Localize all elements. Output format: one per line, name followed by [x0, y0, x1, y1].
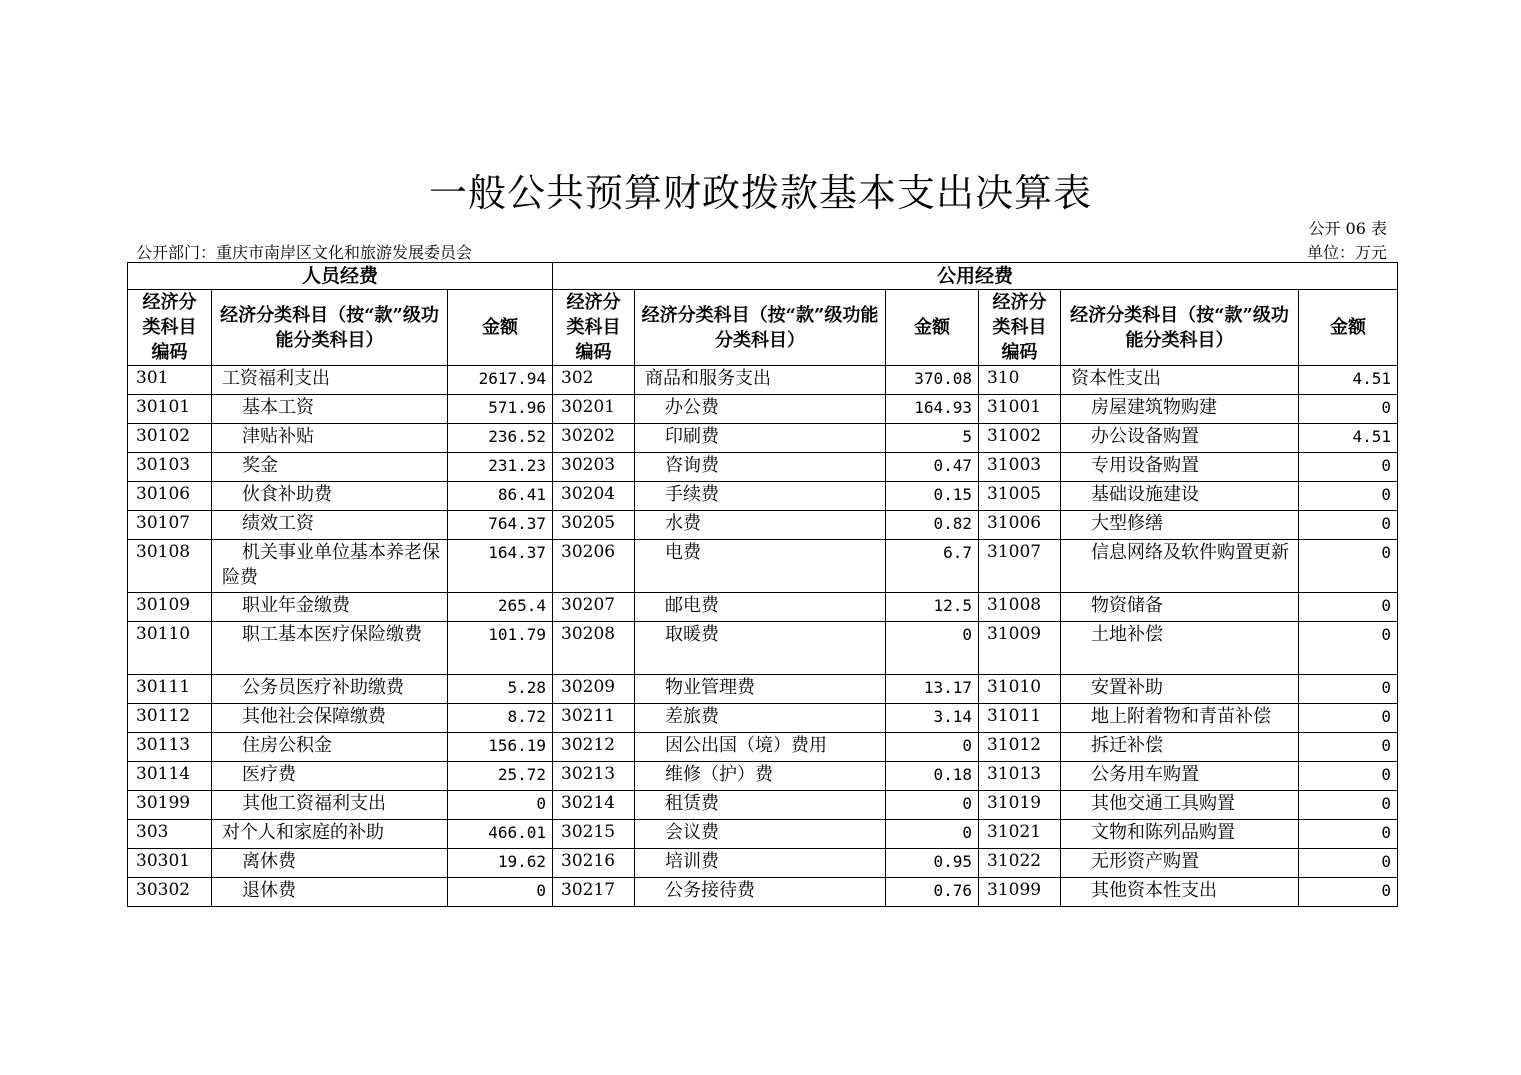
- code-cell: 30109: [128, 593, 212, 622]
- amount-cell: 0: [1299, 453, 1398, 482]
- code-cell: 31005: [979, 482, 1061, 511]
- department-label: 公开部门：重庆市南岸区文化和旅游发展委员会: [136, 243, 473, 262]
- amount-cell: 13.17: [886, 675, 979, 704]
- amount-cell: 0: [448, 878, 553, 907]
- col-header-name: 经济分类科目（按“款”级功能分类科目）: [1061, 290, 1299, 366]
- col-header-name: 经济分类科目（按“款”级功能分类科目）: [635, 290, 886, 366]
- amount-cell: 0: [1299, 511, 1398, 540]
- item-name-cell: 奖金: [212, 453, 448, 482]
- table-row: [128, 704, 1398, 733]
- amount-cell: 164.37: [448, 540, 553, 593]
- amount-cell: 0: [886, 820, 979, 849]
- amount-cell: 164.93: [886, 395, 979, 424]
- amount-cell: 86.41: [448, 482, 553, 511]
- amount-cell: 25.72: [448, 762, 553, 791]
- item-name-cell: 电费: [635, 540, 886, 593]
- item-name-cell: 地上附着物和青苗补偿: [1061, 704, 1299, 733]
- code-cell: 30101: [128, 395, 212, 424]
- amount-cell: 0: [1299, 849, 1398, 878]
- amount-cell: 0: [886, 733, 979, 762]
- table-row: [128, 791, 1398, 820]
- table-row: [128, 482, 1398, 511]
- code-cell: 30208: [553, 622, 635, 675]
- group-header-personnel: 人员经费: [128, 263, 553, 290]
- code-cell: 31013: [979, 762, 1061, 791]
- item-name-cell: 租赁费: [635, 791, 886, 820]
- amount-cell: 0: [886, 791, 979, 820]
- table-row: [128, 453, 1398, 482]
- code-cell: 31022: [979, 849, 1061, 878]
- item-name-cell: 伙食补助费: [212, 482, 448, 511]
- code-cell: 31007: [979, 540, 1061, 593]
- amount-cell: 4.51: [1299, 366, 1398, 395]
- code-cell: 30107: [128, 511, 212, 540]
- item-name-cell: 咨询费: [635, 453, 886, 482]
- amount-cell: 6.7: [886, 540, 979, 593]
- amount-cell: 12.5: [886, 593, 979, 622]
- amount-cell: 0: [1299, 593, 1398, 622]
- item-name-cell: 土地补偿: [1061, 622, 1299, 675]
- code-cell: 30302: [128, 878, 212, 907]
- item-name-cell: 大型修缮: [1061, 511, 1299, 540]
- amount-cell: 5.28: [448, 675, 553, 704]
- item-name-cell: 培训费: [635, 849, 886, 878]
- col-header-amount: 金额: [1299, 290, 1398, 366]
- code-cell: 30112: [128, 704, 212, 733]
- item-name-cell: 退休费: [212, 878, 448, 907]
- col-header-amount: 金额: [886, 290, 979, 366]
- unit-label: 单位：万元: [1306, 243, 1387, 262]
- item-name-cell: 基础设施建设: [1061, 482, 1299, 511]
- col-header-code: 经济分类科目编码: [979, 290, 1061, 366]
- item-name-cell: 信息网络及软件购置更新: [1061, 540, 1299, 593]
- amount-cell: 0: [1299, 482, 1398, 511]
- code-cell: 301: [128, 366, 212, 395]
- item-name-cell: 水费: [635, 511, 886, 540]
- item-name-cell: 取暖费: [635, 622, 886, 675]
- table-row: [128, 849, 1398, 878]
- table-row: [128, 593, 1398, 622]
- code-cell: 31019: [979, 791, 1061, 820]
- amount-cell: 0: [1299, 540, 1398, 593]
- item-name-cell: 手续费: [635, 482, 886, 511]
- item-name-cell: 差旅费: [635, 704, 886, 733]
- code-cell: 30103: [128, 453, 212, 482]
- table-row: [128, 733, 1398, 762]
- code-cell: 303: [128, 820, 212, 849]
- table-row: [128, 540, 1398, 593]
- item-name-cell: 会议费: [635, 820, 886, 849]
- item-name-cell: 其他工资福利支出: [212, 791, 448, 820]
- amount-cell: 236.52: [448, 424, 553, 453]
- amount-cell: 156.19: [448, 733, 553, 762]
- amount-cell: 5: [886, 424, 979, 453]
- amount-cell: 265.4: [448, 593, 553, 622]
- item-name-cell: 其他社会保障缴费: [212, 704, 448, 733]
- code-cell: 30209: [553, 675, 635, 704]
- code-cell: 30217: [553, 878, 635, 907]
- item-name-cell: 办公费: [635, 395, 886, 424]
- amount-cell: 0: [448, 791, 553, 820]
- amount-cell: 0: [1299, 704, 1398, 733]
- item-name-cell: 公务接待费: [635, 878, 886, 907]
- amount-cell: 19.62: [448, 849, 553, 878]
- code-cell: 30113: [128, 733, 212, 762]
- item-name-cell: 其他资本性支出: [1061, 878, 1299, 907]
- item-name-cell: 房屋建筑物购建: [1061, 395, 1299, 424]
- amount-cell: 8.72: [448, 704, 553, 733]
- amount-cell: 0: [1299, 820, 1398, 849]
- table-row: [128, 820, 1398, 849]
- item-name-cell: 因公出国（境）费用: [635, 733, 886, 762]
- code-cell: 30204: [553, 482, 635, 511]
- item-name-cell: 机关事业单位基本养老保险费: [212, 540, 448, 593]
- amount-cell: 370.08: [886, 366, 979, 395]
- item-name-cell: 印刷费: [635, 424, 886, 453]
- expenditure-table: [127, 262, 1398, 907]
- amount-cell: 231.23: [448, 453, 553, 482]
- item-name-cell: 离休费: [212, 849, 448, 878]
- code-cell: 30110: [128, 622, 212, 675]
- amount-cell: 0: [1299, 762, 1398, 791]
- code-cell: 31010: [979, 675, 1061, 704]
- table-row: [128, 675, 1398, 704]
- item-name-cell: 职工基本医疗保险缴费: [212, 622, 448, 675]
- item-name-cell: 办公设备购置: [1061, 424, 1299, 453]
- amount-cell: 0: [1299, 878, 1398, 907]
- amount-cell: 0: [1299, 622, 1398, 675]
- item-name-cell: 住房公积金: [212, 733, 448, 762]
- code-cell: 30216: [553, 849, 635, 878]
- table-row: [128, 424, 1398, 453]
- code-cell: 31008: [979, 593, 1061, 622]
- amount-cell: 466.01: [448, 820, 553, 849]
- code-cell: 30207: [553, 593, 635, 622]
- amount-cell: 0.18: [886, 762, 979, 791]
- amount-cell: 0.47: [886, 453, 979, 482]
- item-name-cell: 对个人和家庭的补助: [212, 820, 448, 849]
- page-title: 一般公共预算财政拨款基本支出决算表: [428, 171, 1092, 215]
- item-name-cell: 公务员医疗补助缴费: [212, 675, 448, 704]
- item-name-cell: 基本工资: [212, 395, 448, 424]
- amount-cell: 764.37: [448, 511, 553, 540]
- item-name-cell: 维修（护）费: [635, 762, 886, 791]
- item-name-cell: 工资福利支出: [212, 366, 448, 395]
- item-name-cell: 医疗费: [212, 762, 448, 791]
- col-header-code: 经济分类科目编码: [128, 290, 212, 366]
- amount-cell: 0.82: [886, 511, 979, 540]
- col-header-name: 经济分类科目（按“款”级功能分类科目）: [212, 290, 448, 366]
- table-row: [128, 762, 1398, 791]
- item-name-cell: 商品和服务支出: [635, 366, 886, 395]
- amount-cell: 0: [1299, 395, 1398, 424]
- table-row: [128, 511, 1398, 540]
- code-cell: 30111: [128, 675, 212, 704]
- code-cell: 31003: [979, 453, 1061, 482]
- code-cell: 31001: [979, 395, 1061, 424]
- item-name-cell: 物业管理费: [635, 675, 886, 704]
- code-cell: 30206: [553, 540, 635, 593]
- table-row: [128, 366, 1398, 395]
- code-cell: 30215: [553, 820, 635, 849]
- item-name-cell: 邮电费: [635, 593, 886, 622]
- code-cell: 31002: [979, 424, 1061, 453]
- col-header-code: 经济分类科目编码: [553, 290, 635, 366]
- code-cell: 31006: [979, 511, 1061, 540]
- amount-cell: 2617.94: [448, 366, 553, 395]
- table-row: [128, 878, 1398, 907]
- code-cell: 30199: [128, 791, 212, 820]
- item-name-cell: 拆迁补偿: [1061, 733, 1299, 762]
- code-cell: 31012: [979, 733, 1061, 762]
- code-cell: 30202: [553, 424, 635, 453]
- code-cell: 30212: [553, 733, 635, 762]
- amount-cell: 571.96: [448, 395, 553, 424]
- code-cell: 30214: [553, 791, 635, 820]
- code-cell: 31009: [979, 622, 1061, 675]
- item-name-cell: 其他交通工具购置: [1061, 791, 1299, 820]
- item-name-cell: 公务用车购置: [1061, 762, 1299, 791]
- code-cell: 31021: [979, 820, 1061, 849]
- code-cell: 30102: [128, 424, 212, 453]
- col-header-amount: 金额: [448, 290, 553, 366]
- code-cell: 30106: [128, 482, 212, 511]
- table-row: [128, 622, 1398, 675]
- amount-cell: 0.76: [886, 878, 979, 907]
- amount-cell: 0.95: [886, 849, 979, 878]
- item-name-cell: 无形资产购置: [1061, 849, 1299, 878]
- amount-cell: 4.51: [1299, 424, 1398, 453]
- amount-cell: 0: [1299, 733, 1398, 762]
- item-name-cell: 绩效工资: [212, 511, 448, 540]
- amount-cell: 3.14: [886, 704, 979, 733]
- item-name-cell: 津贴补贴: [212, 424, 448, 453]
- code-cell: 302: [553, 366, 635, 395]
- group-header-public: 公用经费: [553, 263, 1398, 290]
- amount-cell: 101.79: [448, 622, 553, 675]
- amount-cell: 0: [886, 622, 979, 675]
- code-cell: 30211: [553, 704, 635, 733]
- table-row: [128, 395, 1398, 424]
- code-cell: 30205: [553, 511, 635, 540]
- item-name-cell: 物资储备: [1061, 593, 1299, 622]
- code-cell: 30108: [128, 540, 212, 593]
- code-cell: 30201: [553, 395, 635, 424]
- item-name-cell: 专用设备购置: [1061, 453, 1299, 482]
- code-cell: 31099: [979, 878, 1061, 907]
- item-name-cell: 文物和陈列品购置: [1061, 820, 1299, 849]
- item-name-cell: 资本性支出: [1061, 366, 1299, 395]
- code-cell: 30213: [553, 762, 635, 791]
- form-number: 公开 06 表: [1308, 219, 1387, 238]
- code-cell: 310: [979, 366, 1061, 395]
- amount-cell: 0: [1299, 791, 1398, 820]
- amount-cell: 0.15: [886, 482, 979, 511]
- code-cell: 30203: [553, 453, 635, 482]
- item-name-cell: 职业年金缴费: [212, 593, 448, 622]
- code-cell: 31011: [979, 704, 1061, 733]
- code-cell: 30301: [128, 849, 212, 878]
- code-cell: 30114: [128, 762, 212, 791]
- amount-cell: 0: [1299, 675, 1398, 704]
- item-name-cell: 安置补助: [1061, 675, 1299, 704]
